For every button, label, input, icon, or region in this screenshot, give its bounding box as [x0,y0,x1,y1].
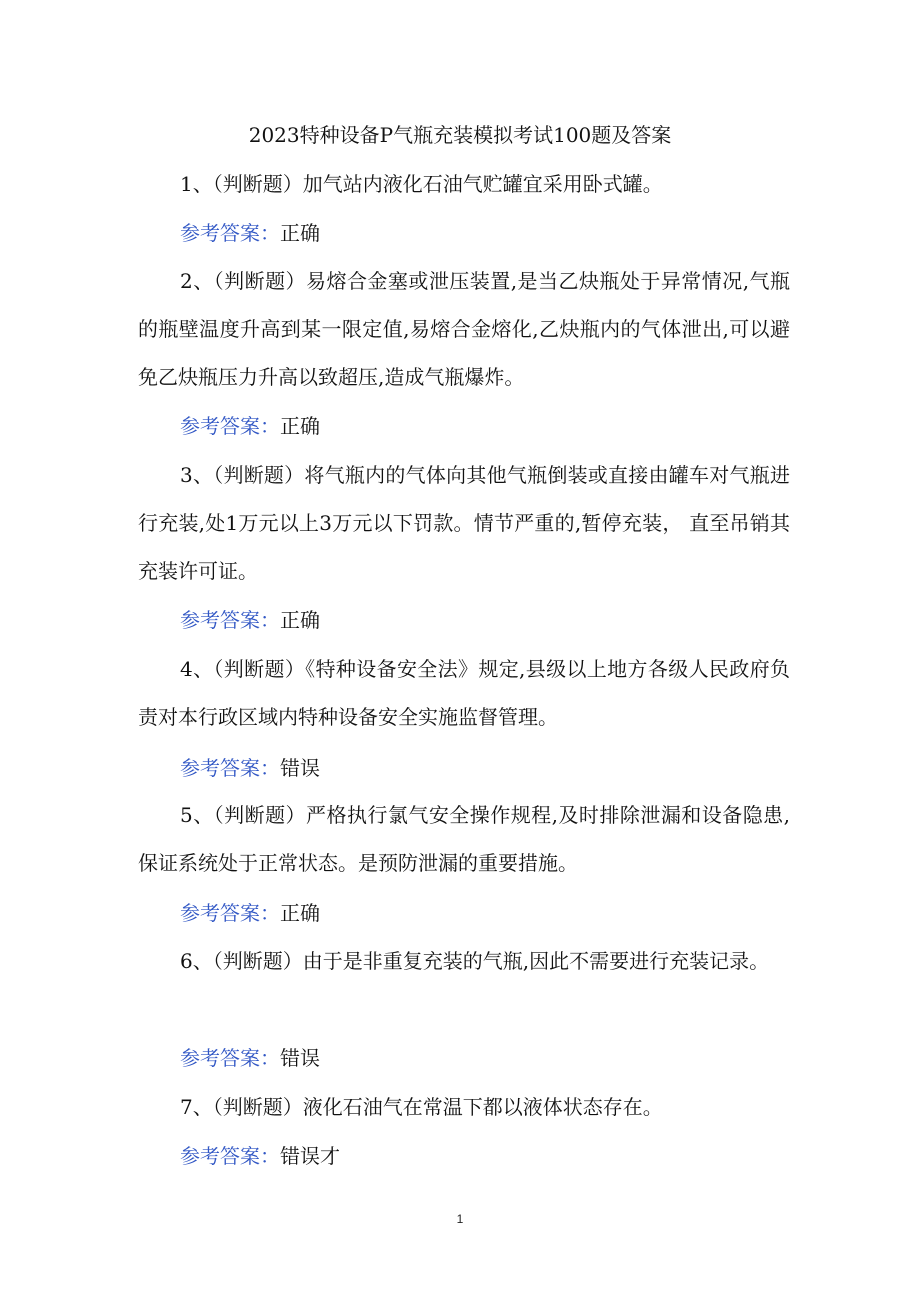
question-5: 5、（判断题）严格执行氯气安全操作规程,及时排除泄漏和设备隐患,保证系统处于正常状态。是预防泄漏的重要措施。 [138,803,790,875]
answer-3 [180,603,320,637]
answer-label: 参考答案： [180,414,280,438]
question-3: 3、（判断题）将气瓶内的气体向其他气瓶倒装或直接由罐车对气瓶进行充装,处1万元以上3万元以下罚款。情节严重的,暂停充装， 直至吊销其充装许可证。 [138,463,790,583]
question-1: 1、（判断题）加气站内液化石油气贮罐宜采用卧式罐。 [180,172,663,196]
answer-value: 错误才 [280,1144,340,1168]
question-2: 2、（判断题）易熔合金塞或泄压装置,是当乙炔瓶处于异常情况,气瓶的瓶壁温度升高到某一限定值,易熔合金熔化,乙炔瓶内的气体泄出,可以避免乙炔瓶压力升高以致超压,造成气瓶爆炸。 [138,269,790,389]
answer-value: 正确 [280,221,320,245]
question-4: 4、（判断题）《特种设备安全法》规定,县级以上地方各级人民政府负责对本行政区域内特种设备安全实施监督管理。 [138,657,790,729]
answer-label: 参考答案： [180,901,280,925]
answer-2 [180,409,320,443]
answer-1 [180,216,320,250]
answer-label: 参考答案： [180,1046,280,1070]
answer-value: 正确 [280,414,320,438]
answer-label: 参考答案： [180,756,280,780]
question-6: 6、（判断题）由于是非重复充装的气瓶,因此不需要进行充装记录。 [180,949,770,973]
answer-value: 正确 [280,901,320,925]
page-number: 1 [456,1212,464,1226]
answer-label: 参考答案： [180,221,280,245]
question-7: 7、（判断题）液化石油气在常温下都以液体状态存在。 [180,1095,663,1119]
answer-value: 正确 [280,608,320,632]
answer-value: 错误 [280,1046,320,1070]
answer-7 [180,1139,340,1173]
answer-6 [180,1041,320,1075]
answer-label: 参考答案： [180,1144,280,1168]
document-title: 2023特种设备P气瓶充装模拟考试100题及答案 [248,123,672,147]
answer-value: 错误 [280,756,320,780]
answer-5 [180,896,320,930]
answer-label: 参考答案： [180,608,280,632]
answer-4 [180,751,320,785]
